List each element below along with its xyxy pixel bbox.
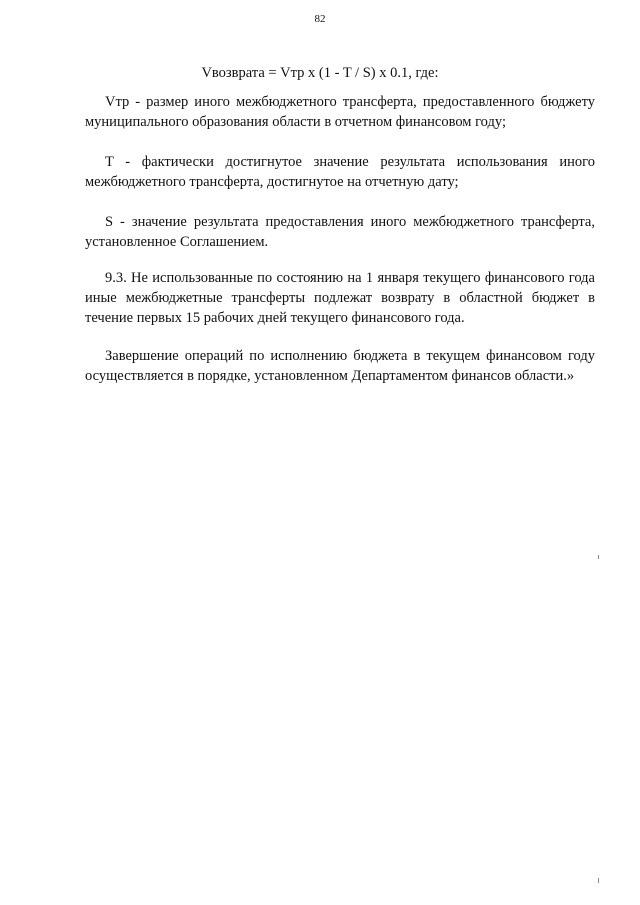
scan-speck [598,555,599,559]
return-volume-formula: Vвозврата = Vтр x (1 - T / S) x 0.1, где: [201,65,439,81]
clause-9-3: 9.3. Не использованные по состоянию на 1 января текущего финансового года иные межбюджетные трансферты подлежат возврату в областной бюджет в течение первых 15 рабочих дней текущего финансового года. [85,270,595,326]
definition-t: T - фактически достигнутое значение результата использования иного межбюджетного трансферта, достигнутое на отчетную дату; [85,154,595,190]
closing-paragraph: Завершение операций по исполнению бюджета в текущем финансовом году осуществляется в порядке, установленном Департаментом финансов области.» [85,348,595,384]
definition-vtr: Vтр - размер иного межбюджетного трансферта, предоставленного бюджету муниципального образования области в отчетном финансовом году; [85,94,595,130]
page-number: 82 [314,13,326,25]
scan-speck [598,878,599,883]
definition-s: S - значение результата предоставления иного межбюджетного трансферта, установленное Соглашением. [85,214,595,250]
